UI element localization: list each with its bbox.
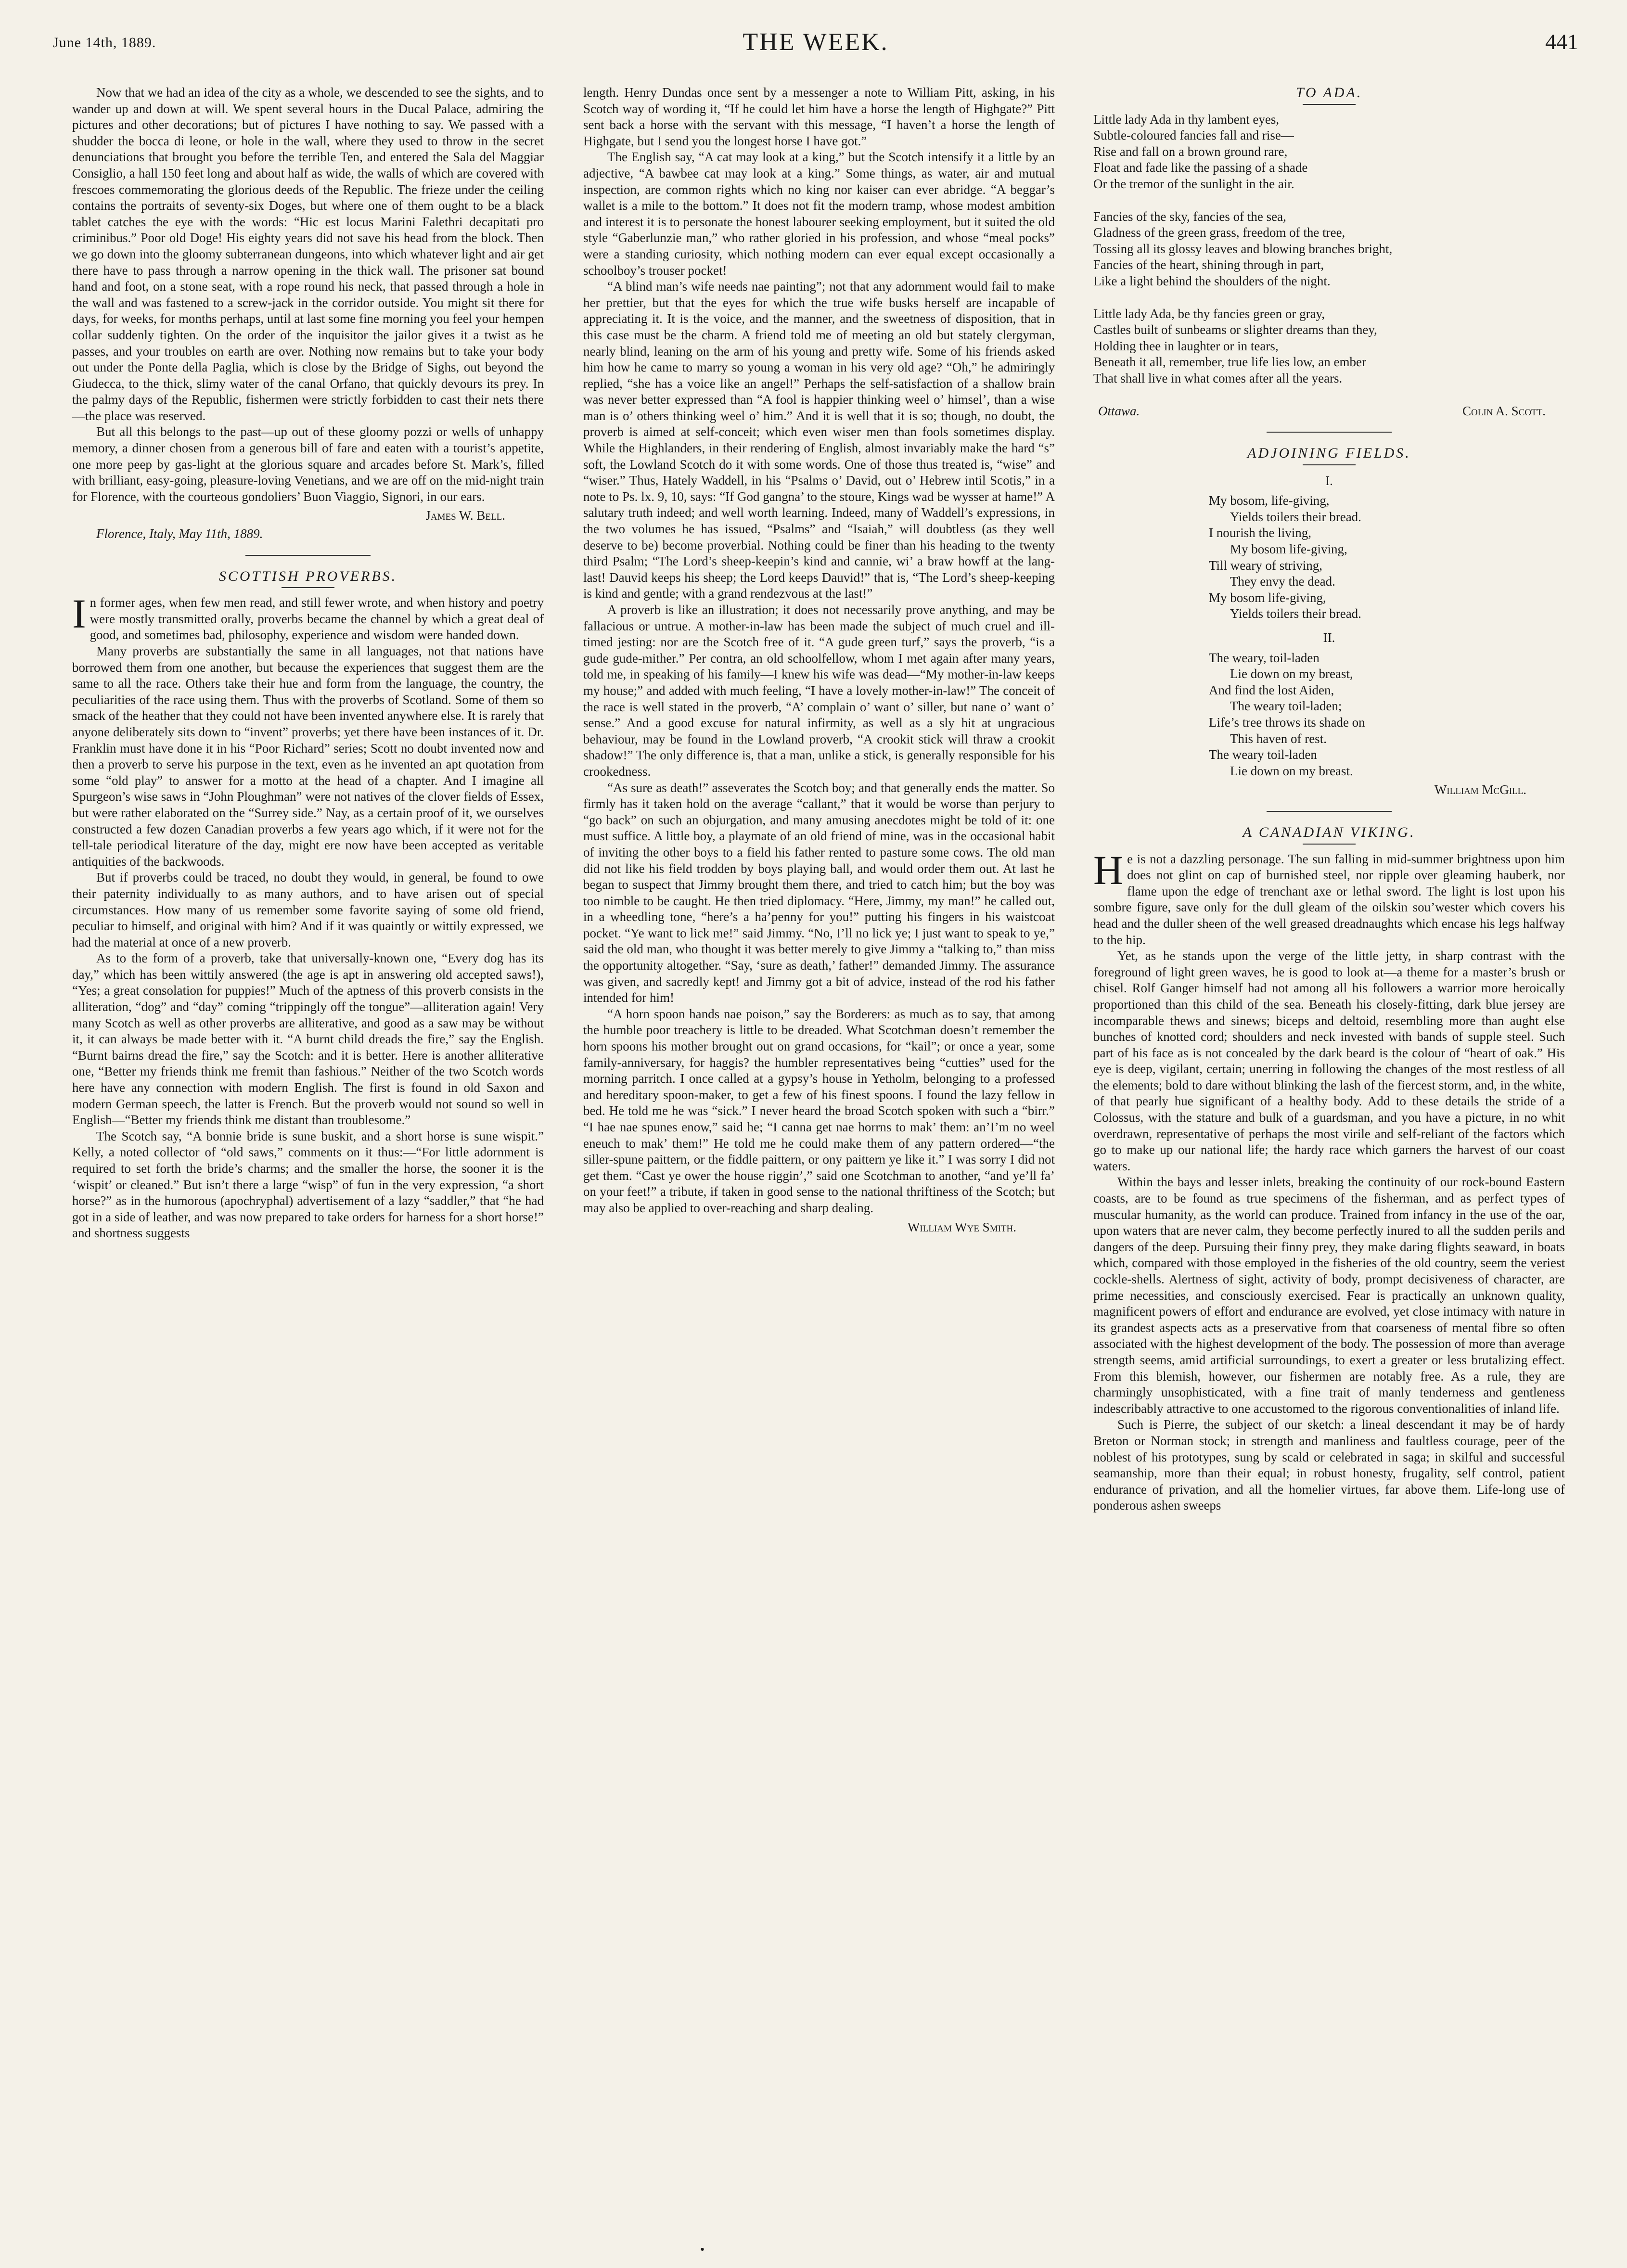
poem-line: Fancies of the sky, fancies of the sea,: [1093, 209, 1286, 224]
title-rule: [1303, 104, 1356, 105]
paragraph: Such is Pierre, the subject of our sketch: a lineal descendant it may be of hardy Breton or Norman stock; in strength and manliness and faultless courage, peer of the noblest of his prototypes, sung by scald or celebrated in saga; in skilful and successful seamanship, more than their equal; in robust honesty, frugality, self control, patient endurance of privation, and all the homelier virtues, far above them. Life-long use of ponderous ashen sweeps: [1093, 1417, 1565, 1513]
poem-line: Life’s tree throws its shade on: [1209, 715, 1365, 730]
ada-poem: [1093, 112, 1565, 387]
paragraph: Within the bays and lesser inlets, breaking the continuity of our rock-bound Eastern coasts, are to be found as true specimens of the fisherman, and as perfect types of muscular humanity, as the world can produce. Trained from infancy in the use of the oar, upon waters that are never calm, they become perfectly inured to all the sudden perils and dangers of the deep. Pursuing their finny prey, they make daring flights seaward, in boats which, compared with those employed in the fisheries of the old country, seem the veriest cockle-shells. Alertness of sight, activity of body, prompt decisiveness of character, are prime necessities, and consciously exercised. Fear is practically an unknown quality, magnificent powers of effort and endurance are evolved, yet close intimacy with nature in its grandest aspects acts as a preservative from that coarseness of mental fibre so often associated with the highest development of the body. The possession of more than average strength seems, amid artificial surroundings, to exert a greater or less brutalizing effect. From this blemish, however, our fishermen are notably free. As a rule, they are charmingly unsophisticated, with a fine trait of manly tenderness and gentleness indescribably attractive to one accustomed to the rigorous conventionalities of inland life.: [1093, 1175, 1565, 1416]
poem-line: And find the lost Aiden,: [1209, 682, 1334, 697]
masthead-title: THE WEEK.: [743, 28, 889, 56]
paragraph: The Scotch say, “A bonnie bride is sune buskit, and a short horse is sune wispit.” Kelly, a noted collector of “old saws,” comments on it thus:—“For little adornment is required to set forth the bride’s charms; and the smaller the horse, the sooner it is the ‘wispit’ or cleaned.” But isn’t there a large “wisp” of fun in the very expression, “a short horse?” as in the humorous (apochryphal) advertisement of a lazy “saddler,” that “he had got in a side of leather, and was now prepared to take orders for harness for a short horse!” and shortness suggests: [72, 1128, 544, 1241]
paragraph: As to the form of a proverb, take that universally-known one, “Every dog has its day,” which has been wittily answered (the age is apt in answering old accepted saws!), “Yes; a great consolation for puppies!” Much of the aptness of this proverb consists in the alliteration, “dog” and “day” coming “trippingly off the tongue”—alliteration again! Very many Scotch as well as other proverbs are alliterative, and good as a saw may be without it, it can always be made better with it. “A burnt child dreads the fire,” say the English. “Burnt bairns dread the fire,” say the Scotch: and it is better. Here is another alliterative one, “Better my friends think me fremit than fashious.” Neither of the two Scotch words here have any connection with modern English. The first is found in old Saxon and modern German speech, the latter is French. But the proverb would not sound so well in English—“Better my friends think me distant than troublesome.”: [72, 951, 544, 1128]
paragraph: length. Henry Dundas once sent by a messenger a note to William Pitt, asking, in his Scotch way of wording it, “If he could let him have a horse the length of Highgate?” Pitt sent back a horse with the servant with this message, “I haven’t a horse the length of Highgate, but I send you the longest horse I have got.”: [583, 85, 1055, 148]
paragraph: Many proverbs are substantially the same in all languages, not that nations have borrowed them from one another, but because the experiences that suggest them are the same to all the race. Others take their hue and form from the language, the country, the peculiarities of the race using them. Thus with the proverbs of Scotland. Some of them so smack of the heather that they could not have been invented anywhere else. It is rarely that anyone deliberately sits down to “invent” proverbs; yet there have been instances of it. Dr. Franklin must have done it in his “Poor Richard” series; Scott no doubt invented now and then a proverb to serve his purpose in the text, even as he invented an apt quotation from some “old play” to answer for a motto at the head of a chapter. And I imagine all Spurgeon’s wise saws in “John Ploughman” were not natives of the clover fields of Essex, but were rather elaborated on the “Surrey side.” Nay, as a certain proof of it, we ourselves constructed a few dozen Canadian proverbs a few years ago which, if it were not for the tell-tale periodical literature of the day, might ere now have been accepted as veritable antiquities of the backwoods.: [72, 644, 544, 869]
section-numeral: II.: [1323, 630, 1335, 645]
venice-article-body: [72, 85, 544, 505]
paragraph: In former ages, when few men read, and still fewer wrote, and when history and poetry were mostly transmitted orally, proverbs became the channel by which a great deal of good, and sometimes bad, philosophy, experience and wisdom were handed down.: [72, 590, 544, 642]
issue-date: June 14th, 1889.: [53, 35, 156, 51]
fields-poem: [1093, 473, 1565, 780]
paragraph: The English say, “A cat may look at a king,” but the Scotch intensify it a little by an adjective, “A bawbee cat may look at a king.” Some things, as water, air and mutual inspection, are common rights which no king nor kaiser can ever abridge. “A beggar’s wallet is a mile to the bottom.” It does not fit the modern tramp, whose modest ambition and interest it is to personate the honest labourer seeking employment, but it suited the old style “Gaberlunzie man,” who rather gloried in his profession, and whose “meal pocks” were a standing curiosity, which nothing modern can ever equal except occasionally a schoolboy’s trouser pocket!: [583, 150, 1055, 278]
venice-dateline: Florence, Italy, May 11th, 1889.: [96, 526, 263, 541]
poem-line: Or the tremor of the sunlight in the air.: [1093, 176, 1294, 191]
ada-title: TO ADA.: [1295, 85, 1363, 101]
article-separator: [1267, 811, 1392, 812]
title-rule: [1303, 844, 1356, 845]
poem-line: This haven of rest.: [1230, 731, 1327, 746]
poem-line: My bosom life-giving,: [1230, 542, 1347, 557]
title-rule: [1303, 464, 1356, 465]
paragraph: But if proverbs could be traced, no doubt they would, in general, be found to owe their paternity individually to as many authors, and to have arisen out of special circumstances. How many of us remember some favorite saying of some old friend, peculiar to himself, and original with him? And if it was quaintly or wittily expressed, we had the material at once of a new proverb.: [72, 870, 544, 949]
poem-line: Float and fade like the passing of a shade: [1093, 160, 1308, 175]
poem-line: Lie down on my breast.: [1230, 763, 1353, 778]
poem-stanza: [1093, 112, 1565, 192]
page-header: [53, 28, 1578, 62]
viking-title: A CANADIAN VIKING.: [1243, 824, 1416, 840]
column-middle: [583, 85, 1055, 1235]
poem-line: Fancies of the heart, shining through in part,: [1093, 257, 1324, 272]
article-separator: [245, 555, 371, 556]
proverbs-article-continued: [583, 85, 1055, 1217]
venice-author: James W. Bell.: [425, 508, 505, 523]
poem-line: My bosom, life-giving,: [1209, 493, 1330, 508]
column-left: [72, 85, 544, 1242]
poem-line: Little lady Ada in thy lambent eyes,: [1093, 112, 1280, 127]
paragraph: Yet, as he stands upon the verge of the little jetty, in sharp contrast with the foreground of light green waves, he is good to look at—a theme for a master’s brush or chisel. Rolf Ganger himself had not among all his followers a warrior more heroically proportioned than this child of the sea. Beneath his closely-fitting, dark blue jersey are incomparable thews and sinews; biceps and deltoid, resembling more than aught else bunches of knotted cord; shoulders and neck invested with bands of supple steel. Such part of his face as is not concealed by the dark beard is the colour of “heart of oak.” His eye is deep, vigilant, certain; unerring in following the changes of the most restless of all the elements; bold to dare without blinking the lash of the fiercest storm, and, in the white, of that pearly hue significant of a healthy body. Add to these details the stride of a Colossus, with the stature and bulk of a guardsman, and you have a picture, in no whit overdrawn, representative of perhaps the most virile and self-reliant of the factors which go to make up our national life; the hardy race which garners the harvest of our coast waters.: [1093, 948, 1565, 1173]
poem-line: Beneath it all, remember, true life lies low, an ember: [1093, 355, 1366, 370]
poem-stanza: [1093, 209, 1565, 290]
poem-line: Till weary of striving,: [1209, 558, 1322, 573]
section-numeral: I.: [1325, 473, 1333, 488]
poem-line: Lie down on my breast,: [1230, 666, 1353, 681]
poem-line: The weary toil-laden: [1209, 747, 1317, 762]
poem-line: Yields toilers their bread.: [1230, 606, 1361, 621]
poem-line: Gladness of the green grass, freedom of the tree,: [1093, 225, 1345, 240]
paragraph: Now that we had an idea of the city as a whole, we descended to see the sights, and to wander up and down at will. We spent several hours in the Ducal Palace, admiring the pictures and other decorations; but of pictures I have nothing to say. We passed with a shudder the bocca di leone, or hole in the wall, where they used to throw in the secret denunciations that brought you before the terrible Ten, and entered the Sala del Maggiar Consiglio, a hall 150 feet long and about half as wide, the walls of which are covered with frescoes commemorating the glorious deeds of the Republic. The frieze under the ceiling contains the portraits of seventy-six Doges, but where one of them ought to be a black tablet catches the eye with the words: “Hic est locus Marini Falethri decapitati pro criminibus.” Poor old Doge! His eighty years did not save his head from the block. Then we go down into the gloomy subterranean dungeons, into which whatever light and air get there have to pass through a narrow opening in the thick wall. The prisoner sat bound hand and foot, on a stone seat, with a rope round his neck, that passed through a hole in the wall and was fastened to a screw-jack in the corridor outside. You might sit there for days, for weeks, for months perhaps, until at last some fine morning you feel your hempen collar suddenly tighten. On the order of the inquisitor the jailor gives it a twist as he passes, and your troubles on earth are over. Nothing now remains but to take your body out under the Ponte della Paglia, which is close by the Bridge of Sighs, out beyond the Giudecca, to the thick, slimy water of the canal Orfano, that quickly devours its prey. In the palmy days of the Republic, fishermen were strictly forbidden to cast their nets there—the place was reserved.: [72, 85, 544, 423]
proverbs-title: SCOTTISH PROVERBS.: [218, 568, 397, 584]
proverbs-author: William Wye Smith.: [907, 1219, 1016, 1234]
paragraph: He is not a dazzling personage. The sun falling in mid-summer brightness upon him does not glint on cap of burnished steel, nor ripple over gleaming hauberk, nor flame upon the edge of trenchant axe or lethal sword. The light is lost upon his sombre figure, save only for the dull gleam of the oilskin sou’wester which covers his head and the duller sheen of the well greased dreadnaughts which encase his legs halfway to the hip.: [1093, 846, 1565, 947]
viking-article-body: [1093, 846, 1565, 1514]
poem-line: Little lady Ada, be thy fancies green or gray,: [1093, 306, 1325, 321]
poem-line: That shall live in what comes after all the years.: [1093, 371, 1343, 385]
ada-author: Colin A. Scott.: [1462, 403, 1546, 418]
proverbs-article-body: [72, 590, 544, 1242]
poem-line: They envy the dead.: [1230, 574, 1335, 589]
title-rule: [282, 587, 334, 588]
poem-line: The weary, toil-laden: [1209, 650, 1320, 665]
poem-line: The weary toil-laden;: [1230, 699, 1342, 714]
ada-byline: [1093, 403, 1565, 420]
poem-line: Castles built of sunbeams or slighter dreams than they,: [1093, 322, 1377, 337]
poem-line: Yields toilers their bread.: [1230, 509, 1361, 524]
paragraph: “A horn spoon hands nae poison,” say the Borderers: as much as to say, that among the humble poor treachery is little to be dreaded. What Scotchman doesn’t remember the horn spoons his mother brought out on grand occasions, for “kail”; or once a year, some family-anniversary, for haggis? the humbler representatives being “cutties” used for the morning parritch. I once called at a gypsy’s house in Yetholm, belonging to a professed and hereditary spoon-maker, to get a few of his finest spoons. I found the lazy fellow in bed. He told me he was “sick.” I never heard the broad Scotch spoken with such a “birr.” “I hae nae spunes enow,” said he; “I canna get nae horrns to mak’ them: an’I’m no weel eneuch to mak’ them!” He told me he could make them of any pattern ordered—“the siller-spune paittern, or the fiddle paittern, or ony paittern ye like it.” I was sorry I did not get them. “Cast ye ower the house riggin’,” said one Scotchman to another, “and ye’ll fa’ on your feet!” a tribute, if taken in good sense to the national thriftiness of the Scotch; but may also be applied to over-reaching and sharp dealing.: [583, 1006, 1055, 1215]
poem-line: Rise and fall on a brown ground rare,: [1093, 144, 1288, 159]
paragraph: “As sure as death!” asseverates the Scotch boy; and that generally ends the matter. So firmly has it taken hold on the average “callant,” that it would be worse than perjury to “go back” on such an objurgation, and many amusing anecdotes might be told of it: one must suffice. A little boy, a playmate of an old friend of mine, was in the occasional habit of inviting the other boys to a field his father rented to pasture some cows. The old man did not like his field trodden by boys playing ball, and would order them out. At last he began to suspect that Jimmy brought them there, and tried to catch him; but the boy was too nimble to be caught. He then tried diplomacy. “Here, Jimmy, my man!” he called out, in a wheedling tone, “here’s a ha’penny for you!” putting his fingers in his waistcoat pocket. “Ye want to lick me!” said Jimmy. “No, I’ll no lick ye; I just want to speak to ye,” said the old man, who thought it was better merely to give Jimmy a “talking to,” than miss the opportunity altogether. “Say, ‘sure as death,’ father!” demanded Jimmy. The assurance was given, and sacredly kept! and Jimmy got a bit of advice, instead of the rod his father intended for him!: [583, 780, 1055, 1005]
article-separator: [1267, 432, 1392, 433]
fields-author: William McGill.: [1434, 782, 1526, 797]
paragraph: But all this belongs to the past—up out of these gloomy pozzi or wells of unhappy memory, a dinner chosen from a generous bill of fare and eaten with a tourist’s appetite, one more peep by gas-light at the glorious square and arcades before St. Mark’s, filled with brilliant, easy-going, pleasure-loving Venetians, and we are off on the mid-night train for Florence, with the courteous gondoliers’ Buon Viaggio, Signori, in our ears.: [72, 424, 544, 504]
paragraph: “A blind man’s wife needs nae painting”; not that any adornment would fail to make her prettier, but that the eyes for which the true wife busks herself are incapable of appreciating it. It is the voice, and the manner, and the sweetness of disposition, that in this case must be the charm. A friend told me of meeting an old but stately clergyman, nearly blind, leaning on the arm of his young and pretty wife. Some of his friends asked him how he came to marry so young a woman in his very old age? “Oh,” he admiringly replied, “she has a voice like an angel!” Perhaps the self-satisfaction of a shallow brain was never better expressed than “A fool is happier thinking weel o’ himsel’, than a wise man is o’ others thinking weel o’ him.” And it is well that it is so; though, no doubt, the proverb is aimed at self-conceit; which even wiser men than fools sometimes display. While the Highlanders, in their rendering of English, almost invariably make the hard “s” soft, the Lowland Scotch do it with some words. One of those thus treated is, “wise” and “wiser.” Thus, Hately Waddell, in his “Psalms o’ David, out o’ Hebrew intil Scotis,” in a note to Ps. lx. 9, 10, says: “If God gangna’ to the stoure, Kings wad be wysser at hame!” A salutary truth indeed; and well worth learning. Indeed, many of Waddell’s expressions, in the two volumes he has issued, “Psalms” and “Isaiah,” will doubtless (as they well deserve to be) become proverbial. Nothing could be finer than his heading to the twenty third Psalm; “The Lord’s sheep-keepin’s kind and cannie, wi’ a braw howff at the lang-last! Dauvid keeps his sheep; the Lord keeps Dauvid!” that is, “The Lord’s sheep-keeping is kind and gentle; with a grand rendezvous at the last!”: [583, 279, 1055, 601]
column-right: [1093, 85, 1565, 1514]
ada-place: Ottawa.: [1098, 403, 1140, 418]
poem-line: Like a light behind the shoulders of the night.: [1093, 273, 1331, 288]
poem-line: My bosom life-giving,: [1209, 590, 1326, 605]
poem-line: Subtle-coloured fancies fall and rise—: [1093, 128, 1294, 143]
page-number: 441: [1545, 29, 1578, 54]
poem-line: Tossing all its glossy leaves and blowing branches bright,: [1093, 241, 1393, 256]
poem-stanza: [1093, 306, 1565, 387]
poem-line: I nourish the living,: [1209, 525, 1311, 540]
paragraph: A proverb is like an illustration; it does not necessarily prove anything, and may be fallacious or untrue. A mother-in-law has been made the subject of much cruel and ill-timed jesting: nor are the Scotch free of it. “A gude green turf,” says the proverb, “is a gude gude-mither.” Per contra, an old schoolfellow, whom I met again after many years, told me, in speaking of his family—I knew his wife was dead—“My mother-in-law keeps my house;” and added with much feeling, “I have a lovely mother-in-law!” The conceit of the race is well stated in the proverb, “A’ complain o’ want o’ siller, but nane o’ want o’ sense.” And a good excuse for natural infirmity, as well as a sly hit at ungracious behaviour, may be found in the Lowland proverb, “A crookit stick will thraw a crookit shadow!” The only difference is, that a man, unlike a stick, is generally responsible for his crookedness.: [583, 602, 1055, 779]
fields-title: ADJOINING FIELDS.: [1247, 445, 1411, 461]
poem-line: Holding thee in laughter or in tears,: [1093, 338, 1279, 353]
page-ornament: •: [700, 2242, 705, 2256]
